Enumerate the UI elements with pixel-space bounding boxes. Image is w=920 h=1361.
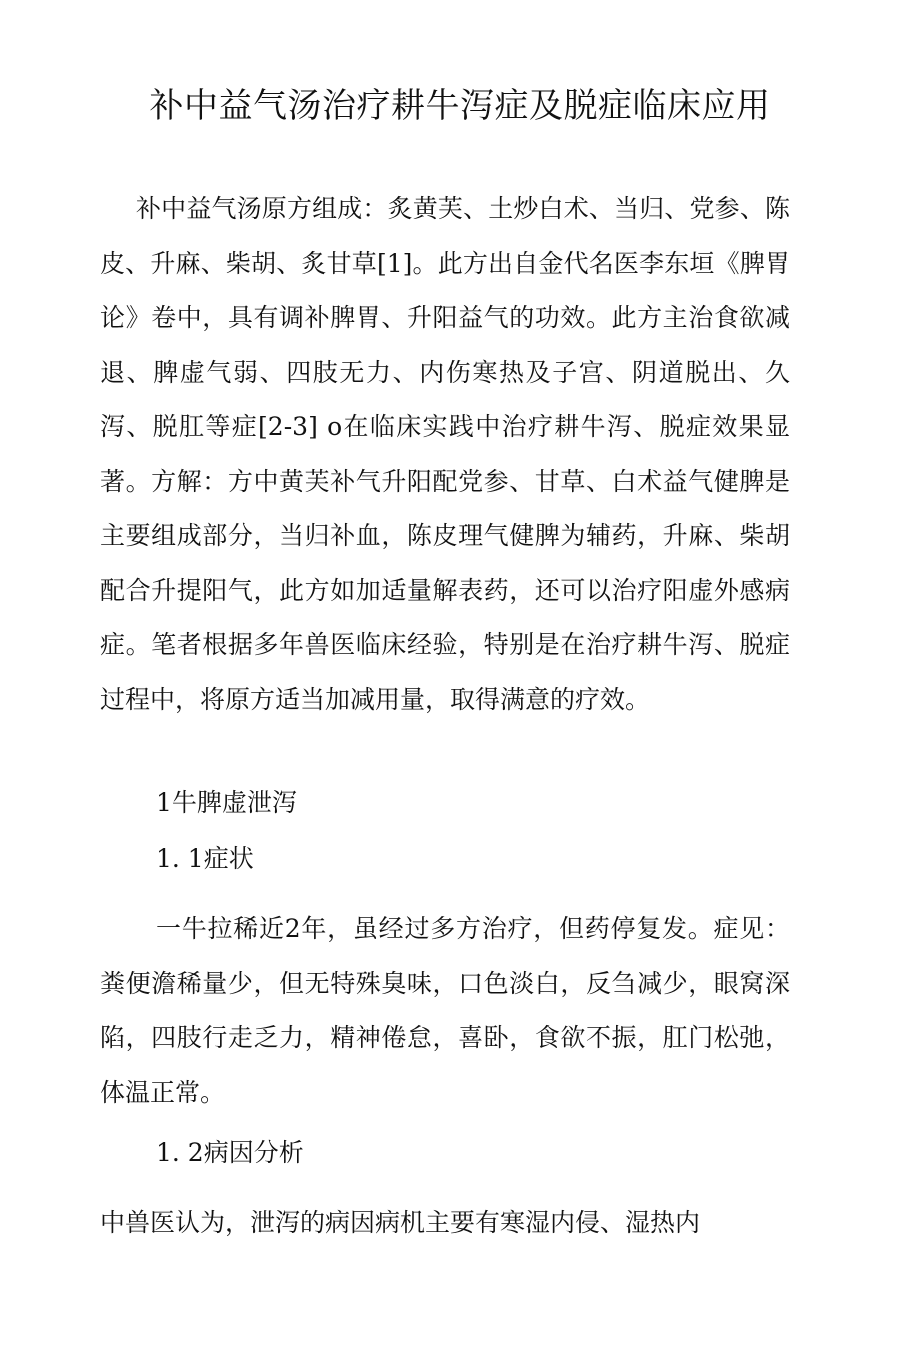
document-title: 补中益气汤治疗耕牛泻症及脱症临床应用 <box>149 86 771 126</box>
section-1-1-heading: 1. 1症状 <box>156 844 254 873</box>
section-1-heading: 1牛脾虚泄泻 <box>156 788 297 817</box>
intro-paragraph: 补中益气汤原方组成：炙黄芙、土炒白术、当归、党参、陈皮、升麻、柴胡、炙甘草[1]。此方出自金代名医李东垣《脾胃论》卷中，具有调补脾胃、升阳益气的功效。此方主治食欲减退、脾虚气弱、四肢无力、内伤寒热及子宫、阴道脱出、久泻、脱肛等症[2-3] o在临床实践中治疗耕牛泻、脱症效果显著。方解：方中黄芙补气升阳配党参、甘草、白术益气健脾是主要组成部分，当归补血，陈皮理气健脾为辅药，升麻、柴胡配合升提阳气，此方如加适量解表药，还可以治疗阳虚外感病症。笔者根据多年兽医临床经验，特别是在治疗耕牛泻、脱症过程中，将原方适当加减用量，取得满意的疗效。 <box>100 194 790 714</box>
section-1-2-heading: 1. 2病因分析 <box>156 1138 304 1167</box>
section-1-1-paragraph: 一牛拉稀近2年，虽经过多方治疗，但药停复发。症见：粪便澹稀量少，但无特殊臭味，口色淡白，反刍减少，眼窝深陷，四肢行走乏力，精神倦怠，喜卧，食欲不振，肛门松弛，体温正常。 <box>100 914 790 1107</box>
section-1-2-paragraph: 中兽医认为，泄泻的病因病机主要有寒湿内侵、湿热内 <box>100 1208 701 1237</box>
